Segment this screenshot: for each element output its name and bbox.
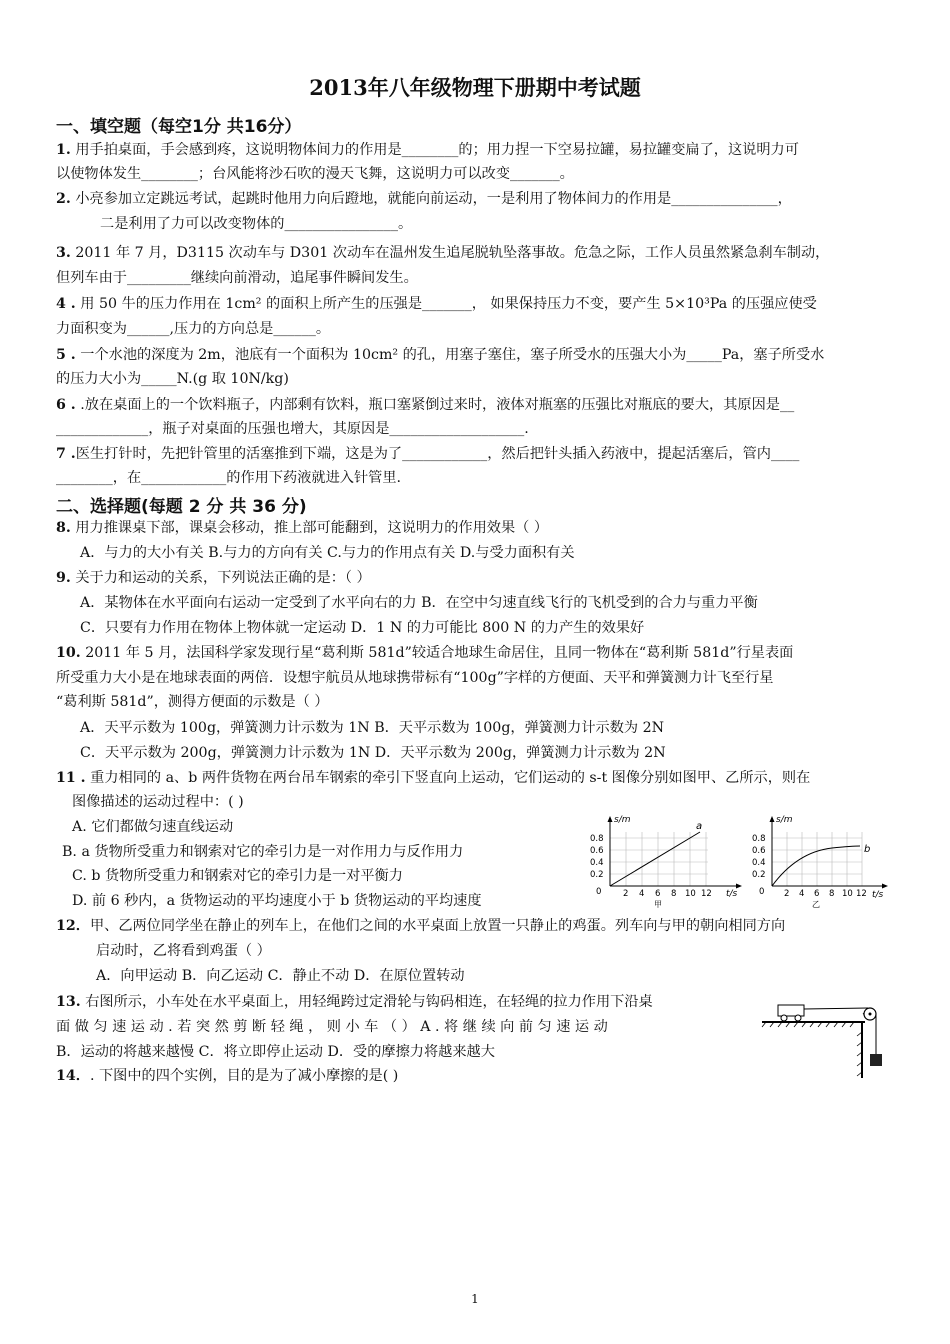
q12-text1: 甲、乙两位同学坐在静止的列车上，在他们之间的水平桌面上放置一只静止的鸡蛋。列车向与甲的朝向相同方向 <box>89 918 786 934</box>
q1-line1 <box>56 138 896 162</box>
graph-a-xtick-5: 10 <box>685 889 696 899</box>
q3-text2: 但列车由于_________继续向前滑动，追尾事件瞬间发生。 <box>56 270 418 286</box>
q7-number: 7 . <box>56 446 76 462</box>
q11-number: 11 . <box>56 770 86 786</box>
q8-number: 8. <box>56 520 71 536</box>
graph-b-caption: 乙 <box>812 900 820 908</box>
graph-b <box>752 812 898 908</box>
graph-b-ylabel: s/m <box>776 815 793 825</box>
graph-a-xtick-1: 2 <box>623 889 629 899</box>
q12-number: 12． <box>56 918 90 934</box>
graph-b-xtick-2: 4 <box>799 889 805 899</box>
q10-options-1: A．天平示数为 100g，弹簧测力计示数为 1N B．天平示数为 100g，弹簧测力计示数为 2N <box>80 720 665 736</box>
q14-number: 14． <box>56 1068 90 1084</box>
graph-a-curve-label: a <box>696 821 703 832</box>
q11-option-c: C. b 货物所受重力和钢索对它的牵引力是一对平衡力 <box>72 868 403 884</box>
graph-b-ytick-3: 0.2 <box>752 870 766 880</box>
section-fill-heading: 一、填空题（每空1分 共16分） <box>56 117 302 137</box>
q5-text1: 一个水池的深度为 2m，池底有一个面积为 10cm² 的孔，用塞子塞住，塞子所受水的压强大小为_____Pa，塞子所受水 <box>75 347 825 363</box>
q10-text1: 2011 年 5 月，法国科学家发现行星“葛利斯 581d”较适合地球生命居住，且同一物体在“葛利斯 581d”行星表面 <box>80 645 794 661</box>
q12-text2: 启动时，乙将看到鸡蛋（ ） <box>96 943 271 959</box>
graph-b-xtick-5: 10 <box>842 889 853 899</box>
page-number: 1 <box>471 1292 479 1306</box>
graph-b-ytick-2: 0.4 <box>752 858 766 868</box>
q8-line <box>56 516 896 540</box>
graph-b-xtick-4: 8 <box>829 889 835 899</box>
graph-b-xlabel: t/s <box>872 890 884 900</box>
q9-options-1: A．某物体在水平面向右运动一定受到了水平向右的力 B．在空中匀速直线飞行的飞机受到的合力与重力平衡 <box>80 595 758 611</box>
graph-a-xtick-0: 0 <box>596 887 602 897</box>
graph-a-xlabel: t/s <box>726 889 738 899</box>
q10-number: 10. <box>56 645 81 661</box>
q9-stem: 关于力和运动的关系，下列说法正确的是：（ ） <box>70 570 371 586</box>
graph-a <box>588 812 750 908</box>
q12-options: A．向甲运动 B．向乙运动 C．静止不动 D．在原位置转动 <box>96 968 465 984</box>
graph-b-ytick-1: 0.6 <box>752 846 766 856</box>
q10-text2: 所受重力大小是在地球表面的两倍．设想宇航员从地球携带标有“100g”字样的方便面、天平和弹簧测力计飞至行星 <box>56 670 774 686</box>
graph-b-xtick-1: 2 <box>784 889 790 899</box>
graph-b-xtick-0: 0 <box>759 887 765 897</box>
graph-b-curve-label: b <box>864 844 871 855</box>
q6-number: 6 . <box>56 397 76 413</box>
graph-b-xtick-6: 12 <box>856 889 867 899</box>
q5-text2: 的压力大小为_____N.(g 取 10N/kg) <box>56 371 289 387</box>
graph-a-xtick-2: 4 <box>639 889 645 899</box>
q3-line1 <box>56 241 896 265</box>
q1-text2: 以使物体发生________；台风能将沙石吹的漫天飞舞，这说明力可以改变_______。 <box>56 166 574 182</box>
q10-text3: “葛利斯 581d”，测得方便面的示数是（ ） <box>56 694 329 710</box>
q9-line <box>56 566 896 590</box>
graph-b-ytick-0: 0.8 <box>752 834 766 844</box>
q5-number: 5 . <box>56 347 76 363</box>
q10-line1 <box>56 641 896 665</box>
q6-text1: .放在桌面上的一个饮料瓶子，内部剩有饮料，瓶口塞紧倒过来时，液体对瓶塞的压强比对瓶底的要大，其原因是__ <box>75 397 795 413</box>
q3-text1: 2011 年 7 月，D3115 次动车与 D301 次动车在温州发生追尾脱轨坠落事故。危急之际，工作人员虽然紧急刹车制动， <box>70 245 830 261</box>
q13-options: B．运动的将越来越慢 C．将立即停止运动 D．受的摩擦力将越来越大 <box>56 1044 495 1060</box>
q8-stem: 用力推课桌下部，课桌会移动，推上部可能翻到，这说明力的作用效果（ ） <box>70 520 549 536</box>
q11-text1: 重力相同的 a、b 两件货物在两台吊车钢索的牵引下竖直向上运动，它们运动的 s-t 图像分别如图甲、乙所示，则在 <box>85 770 811 786</box>
q2-line1 <box>56 187 896 211</box>
q2-number: 2. <box>56 191 71 207</box>
q11-option-b: B. a 货物所受重力和钢索对它的牵引力是一对作用力与反作用力 <box>62 844 464 860</box>
q4-text1: 用 50 牛的压力作用在 1cm² 的面积上所产生的压强是_______， 如果保持压力不变，要产生 5×10³Pa 的压强应使受 <box>75 296 817 312</box>
graph-a-xtick-3: 6 <box>655 889 661 899</box>
q8-options: A．与力的大小有关 B.与力的方向有关 C.与力的作用点有关 D.与受力面积有关 <box>80 545 575 561</box>
q13-number: 13. <box>56 994 81 1010</box>
q7-text2: ________，在____________的作用下药液就进入针管里. <box>56 470 402 486</box>
graph-a-ylabel: s/m <box>614 815 631 825</box>
graph-a-caption: 甲 <box>654 900 662 908</box>
q11-text2: 图像描述的运动过程中：( ) <box>72 794 244 810</box>
graph-a-ytick-3: 0.2 <box>590 870 604 880</box>
q3-number: 3. <box>56 245 71 261</box>
page-title: 2013年八年级物理下册期中考试题 <box>309 75 641 100</box>
q2-text1: 小亮参加立定跳远考试，起跳时他用力向后蹬地，就能向前运动，一是利用了物体间力的作用是_______________， <box>70 191 792 207</box>
q2-text2: 二是利用了力可以改变物体的________________。 <box>100 216 413 232</box>
q6-line1 <box>56 393 896 417</box>
graph-a-ytick-2: 0.4 <box>590 858 604 868</box>
q4-text2: 力面积变为______,压力的方向总是______。 <box>56 321 331 337</box>
q13-text1: 右图所示，小车处在水平桌面上，用轻绳跨过定滑轮与钩码相连，在轻绳的拉力作用下沿桌 <box>80 994 653 1010</box>
graph-a-ytick-0: 0.8 <box>590 834 604 844</box>
q12-line1 <box>56 914 896 938</box>
q11-line1 <box>56 766 896 790</box>
graph-a-xtick-6: 12 <box>701 889 712 899</box>
graph-a-ytick-1: 0.6 <box>590 846 604 856</box>
q1-text1: 用手拍桌面，手会感到疼，这说明物体间力的作用是________的；用力捏一下空易拉罐，易拉罐变扁了，这说明力可 <box>70 142 799 158</box>
q1-number: 1. <box>56 142 71 158</box>
q13-text2: 面 做 匀 速 运 动 . 若 突 然 剪 断 轻 绳 ， 则 小 车 （ ） A . 将 继 续 向 前 匀 速 运 动 <box>56 1019 608 1035</box>
q4-line1 <box>56 292 896 316</box>
graph-a-xtick-4: 8 <box>671 889 677 899</box>
q5-line1 <box>56 343 896 367</box>
q13-line1 <box>56 990 756 1014</box>
q7-text1: 医生打针时，先把针管里的活塞推到下端，这是为了____________，然后把针头插入药液中，提起活塞后，管内____ <box>75 446 800 462</box>
q14-text1: . 下图中的四个实例，目的是为了减小摩擦的是( ) <box>89 1068 399 1084</box>
q7-line1 <box>56 442 896 466</box>
q4-number: 4 . <box>56 296 76 312</box>
q10-options-2: C．天平示数为 200g，弹簧测力计示数为 1N D．天平示数为 200g，弹簧测力计示数为 2N <box>80 745 666 761</box>
q6-text2: _____________，瓶子对桌面的压强也增大，其原因是___________________. <box>56 421 529 437</box>
q11-option-a: A. 它们都做匀速直线运动 <box>72 819 234 835</box>
q11-option-d: D. 前 6 秒内，a 货物运动的平均速度小于 b 货物运动的平均速度 <box>72 893 482 909</box>
graph-b-xtick-3: 6 <box>814 889 820 899</box>
q9-number: 9. <box>56 570 71 586</box>
section-choice-heading: 二、选择题(每题 2 分 共 36 分) <box>56 497 307 517</box>
q14-line1 <box>56 1064 896 1088</box>
q9-options-2: C．只要有力作用在物体上物体就一定运动 D．1 N 的力可能比 800 N 的力产生的效果好 <box>80 620 645 636</box>
